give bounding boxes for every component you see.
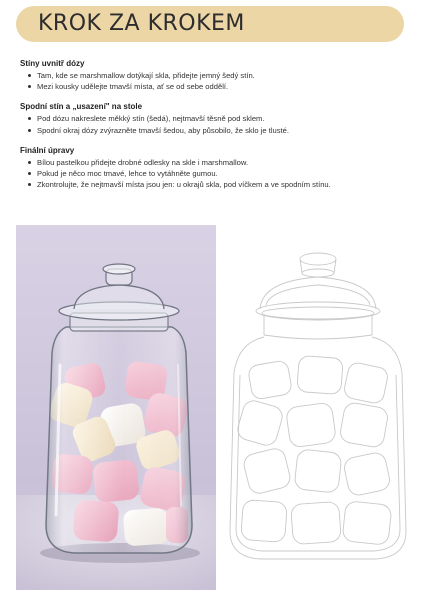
bullet-list bbox=[20, 113, 410, 135]
marshmallow-jar-line-drawing bbox=[220, 245, 416, 563]
bullet-item: Pod dózu nakreslete měkký stín (šedá), nejtmavší těsně pod sklem. bbox=[28, 113, 410, 124]
bullet-list bbox=[20, 70, 410, 92]
marshmallow-jar-photo bbox=[16, 225, 216, 590]
section-bottom-shadow bbox=[20, 101, 410, 135]
bullet-item: Spodní okraj dózy zvýrazněte tmavší šedou, aby působilo, že sklo je tlusté. bbox=[28, 125, 410, 136]
bullet-list bbox=[20, 157, 410, 191]
section-title: Finální úpravy bbox=[20, 145, 75, 155]
section-final-touches bbox=[20, 145, 410, 191]
section-title: Stíny uvnitř dózy bbox=[20, 59, 85, 68]
section-title: Spodní stín a „usazení" na stole bbox=[20, 102, 143, 112]
instructions bbox=[20, 58, 410, 199]
bullet-item: Pokud je něco moc tmavé, lehce to vytáhněte gumou. bbox=[28, 168, 410, 179]
title-banner bbox=[16, 6, 404, 42]
page-title: KROK ZA KROKEM bbox=[38, 11, 245, 36]
section-inner-shadows bbox=[20, 58, 410, 92]
bullet-item: Zkontrolujte, že nejtmavší místa jsou jen: u okrajů skla, pod víčkem a ve spodním stínu. bbox=[28, 179, 410, 190]
bullet-item: Mezi kousky udělejte tmavší místa, ať se od sebe oddělí. bbox=[28, 81, 410, 92]
bullet-item: Bílou pastelkou přidejte drobné odlesky na skle i marshmallow. bbox=[28, 157, 410, 168]
bullet-item: Tam, kde se marshmallow dotýkají skla, přidejte jemný šedý stín. bbox=[28, 70, 410, 81]
